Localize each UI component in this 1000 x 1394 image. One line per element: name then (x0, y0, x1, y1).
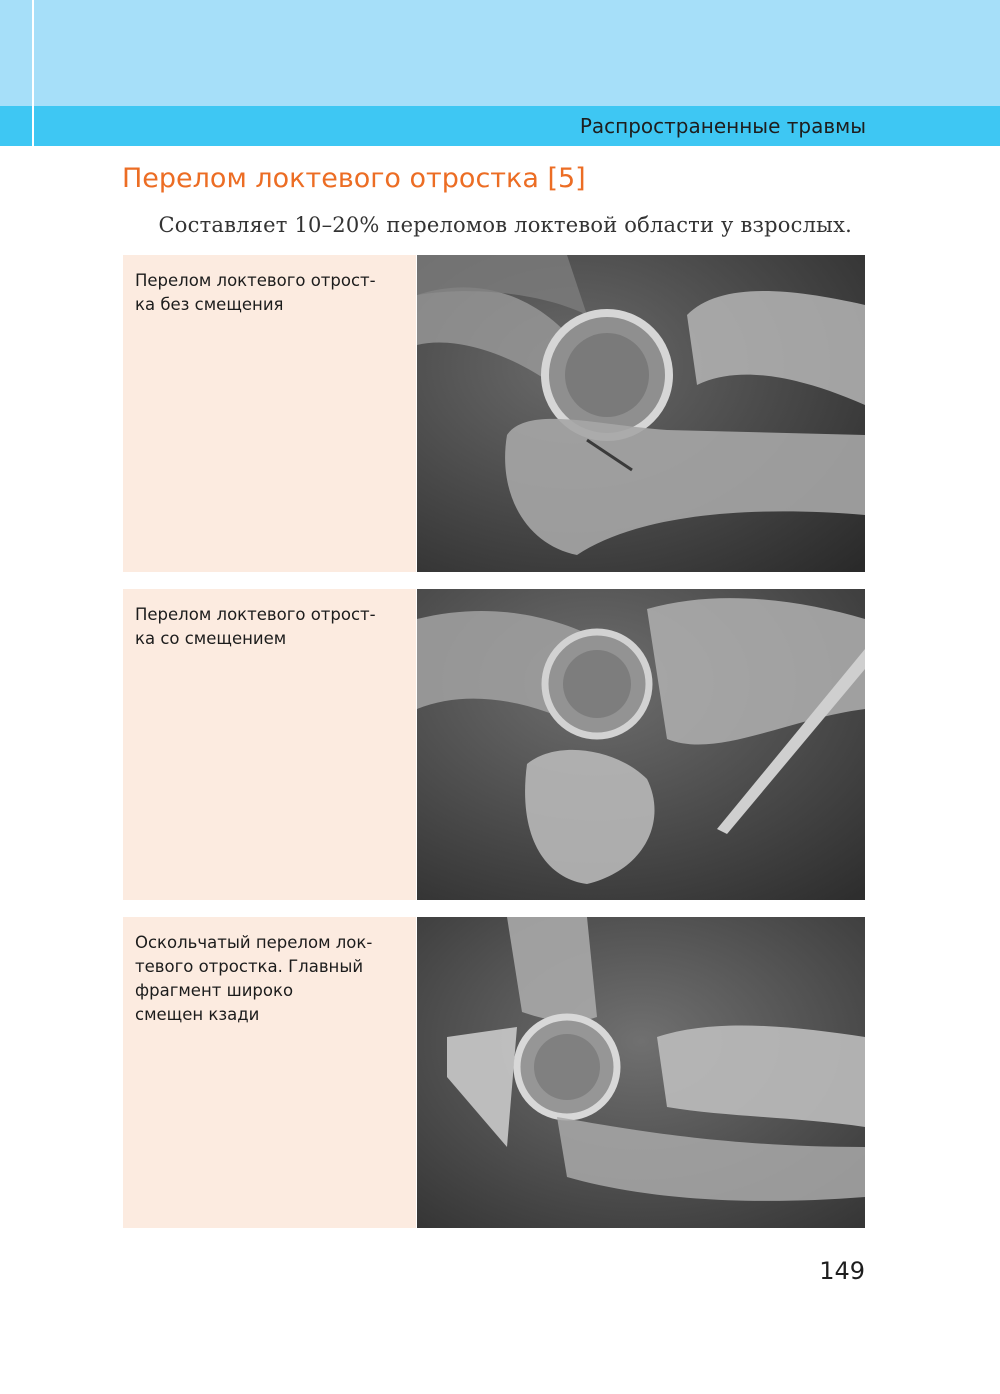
page-title: Перелом локтевого отростка [5] (122, 163, 586, 194)
caption-text: Оскольчатый перелом лок- тевого отростка. Главный фрагмент широко смещен кзади (135, 933, 373, 1024)
section-title: Распространенные травмы (579, 114, 866, 138)
caption-panel (123, 255, 416, 572)
figure-row (123, 917, 865, 1228)
page-number: 149 (819, 1257, 865, 1285)
figure-row (123, 589, 865, 900)
xray-image (417, 917, 865, 1228)
xray-image (417, 255, 865, 572)
caption-panel (123, 589, 416, 900)
header-divider (32, 0, 34, 146)
figure-row (123, 255, 865, 572)
header-background (0, 0, 1000, 106)
caption-panel (123, 917, 416, 1228)
caption-text: Перелом локтевого отрост- ка со смещением (135, 605, 376, 648)
caption-text: Перелом локтевого отрост- ка без смещения (135, 271, 376, 314)
xray-image (417, 589, 865, 900)
intro-text: Составляет 10–20% переломов локтевой области у взрослых. (158, 213, 852, 237)
